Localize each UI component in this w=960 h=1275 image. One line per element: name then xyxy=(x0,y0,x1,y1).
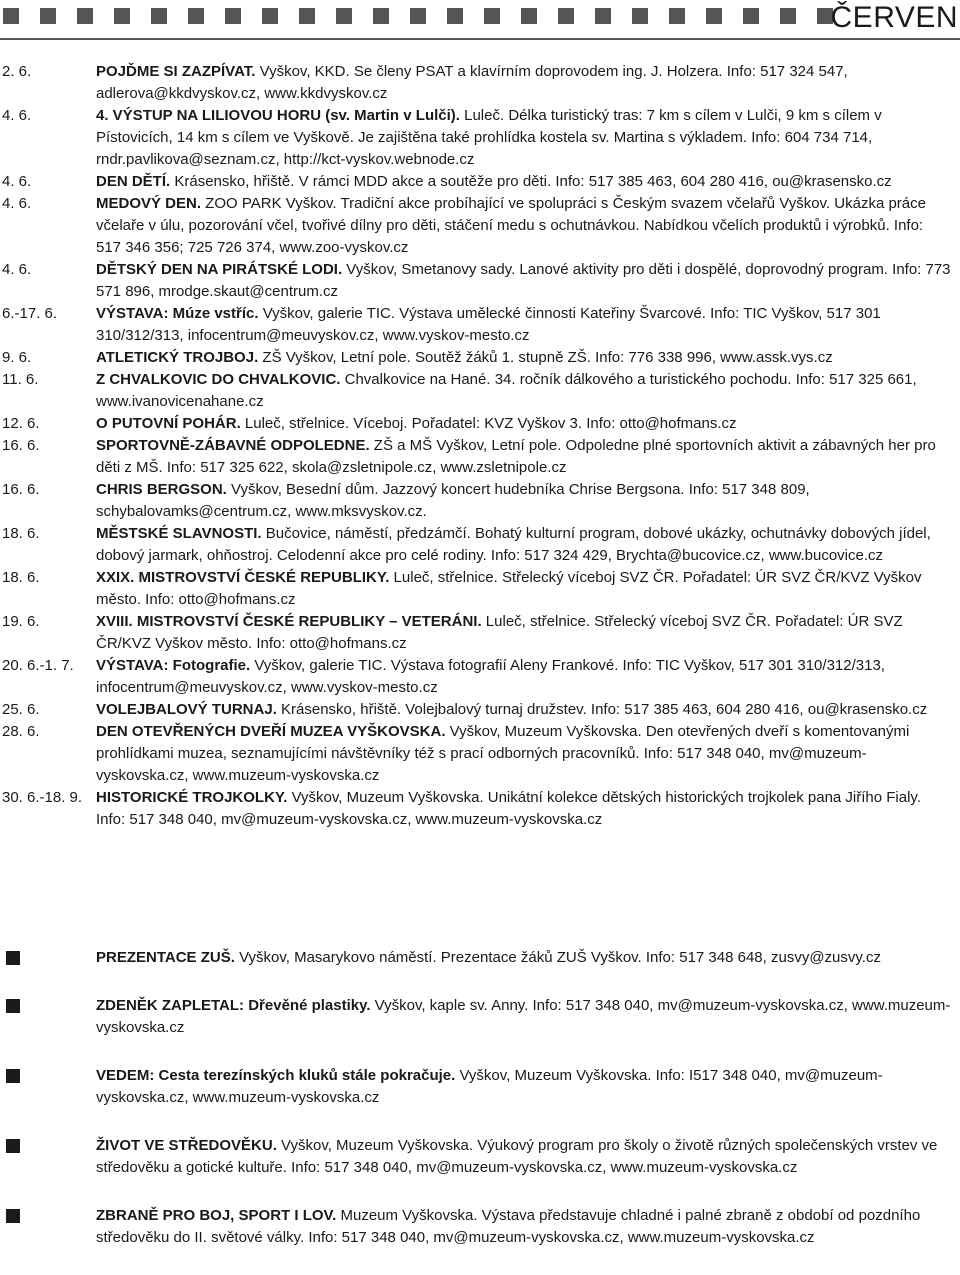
event-description: ZŠ Vyškov, Letní pole. Soutěž žáků 1. stupně ZŠ. Info: 776 338 996, www.assk.vys.cz xyxy=(258,349,833,366)
square-decoration-icon xyxy=(447,8,463,24)
event-date: 20. 6.-1. 7. xyxy=(2,657,74,674)
event-date: 30. 6.-18. 9. xyxy=(2,789,83,806)
square-decoration-icon xyxy=(77,8,93,24)
month-heading: ČERVEN xyxy=(830,1,958,34)
header-bar xyxy=(0,0,960,40)
square-decoration-icon xyxy=(595,8,611,24)
square-decoration-icon xyxy=(336,8,352,24)
event-item xyxy=(0,171,960,193)
event-title: VÝSTAVA: Múze vstříc. xyxy=(96,305,259,322)
square-decoration-icon xyxy=(262,8,278,24)
square-decoration-icon xyxy=(521,8,537,24)
square-decoration-icon xyxy=(669,8,685,24)
event-description: Krásensko, hřiště. Volejbalový turnaj družstev. Info: 517 385 463, 604 280 416, ou@krasensko.cz xyxy=(276,701,928,718)
header-rule xyxy=(0,38,960,40)
longterm-item xyxy=(0,947,960,969)
event-item xyxy=(0,413,960,435)
event-title: 4. VÝSTUP NA LILIOVOU HORU (sv. Martin v Lulči). xyxy=(96,107,460,124)
event-title: POJĎME SI ZAZPÍVAT. xyxy=(96,63,256,80)
longterm-description: Vyškov, Muzeum Vyškovska. Výukový program pro školy o životě různých společenských vrstev ve středověku a gotické kultuře. Info: 517 348 040, mv@muzeum-vyskovska.cz, www.muzeum-vyskovska.cz xyxy=(96,1137,938,1176)
longterm-title: VEDEM: Cesta terezínských kluků stále pokračuje. xyxy=(96,1067,456,1084)
event-description: Luleč, střelnice. Střelecký víceboj SVZ ČR. Pořadatel: ÚR SVZ ČR/KVZ Vyškov město. Info: otto@hofmans.cz xyxy=(96,613,903,652)
square-bullet-icon xyxy=(6,999,20,1013)
event-title: XVIII. MISTROVSTVÍ ČESKÉ REPUBLIKY – VETERÁNI. xyxy=(96,613,482,630)
event-date: 4. 6. xyxy=(2,107,32,124)
event-description: ZŠ a MŠ Vyškov, Letní pole. Odpoledne plné sportovních aktivit a zábavných her pro děti z MŠ. Info: 517 325 622, skola@zsletnipole.cz, www.zsletnipole.cz xyxy=(96,437,936,476)
longterm-title: ZBRANĚ PRO BOJ, SPORT I LOV. xyxy=(96,1207,337,1224)
square-bullet-icon xyxy=(6,1069,20,1083)
square-decoration-icon xyxy=(114,8,130,24)
event-item xyxy=(0,105,960,171)
event-title: VOLEJBALOVÝ TURNAJ. xyxy=(96,701,277,718)
event-date: 19. 6. xyxy=(2,613,40,630)
event-item xyxy=(0,61,960,105)
event-date: 6.-17. 6. xyxy=(2,305,58,322)
event-date: 4. 6. xyxy=(2,195,32,212)
longterm-item xyxy=(0,995,960,1039)
longterm-description: Vyškov, Muzeum Vyškovska. Info: I517 348 040, mv@muzeum-vyskovska.cz, www.muzeum-vyskovska.cz xyxy=(96,1067,883,1106)
square-decoration-icon xyxy=(558,8,574,24)
event-date: 18. 6. xyxy=(2,525,40,542)
square-bullet-icon xyxy=(6,951,20,965)
longterm-title: ZDENĚK ZAPLETAL: Dřevěné plastiky. xyxy=(96,997,371,1014)
event-title: MEDOVÝ DEN. xyxy=(96,195,202,212)
square-decoration-icon xyxy=(706,8,722,24)
longterm-list xyxy=(0,947,960,1275)
event-item xyxy=(0,699,960,721)
event-date: 9. 6. xyxy=(2,349,32,366)
event-description: Vyškov, Muzeum Vyškovska. Unikátní kolekce dětských historických trojkolek pana Jiřího Fialy. Info: 517 348 040, mv@muzeum-vyskovska.cz, www.muzeum-vyskovska.cz xyxy=(96,789,921,828)
event-description: Luleč, střelnice. Víceboj. Pořadatel: KVZ Vyškov 3. Info: otto@hofmans.cz xyxy=(240,415,737,432)
event-title: MĚSTSKÉ SLAVNOSTI. xyxy=(96,525,262,542)
square-decoration-icon xyxy=(299,8,315,24)
square-decoration-icon xyxy=(40,8,56,24)
event-description: ZOO PARK Vyškov. Tradiční akce probíhající ve spolupráci s Českým svazem včelařů Vyškov. Ukázka práce včelaře v úlu, pozorování včel, tvořivé dílny pro děti, stáčení medu s ochutnávkou. Nabídkou včelích produktů i výrobků. Info: 517 346 356; 725 726 374, www.zoo-vyskov.cz xyxy=(96,195,926,256)
event-title: DEN OTEVŘENÝCH DVEŘÍ MUZEA VYŠKOVSKA. xyxy=(96,723,446,740)
longterm-description: Vyškov, Masarykovo náměstí. Prezentace žáků ZUŠ Vyškov. Info: 517 348 648, zusvy@zusvy.cz xyxy=(234,949,881,966)
square-decoration-icon xyxy=(780,8,796,24)
longterm-title: PREZENTACE ZUŠ. xyxy=(96,949,235,966)
longterm-description: Muzeum Vyškovska. Výstava představuje chladné i palné zbraně z období od pozdního středověku do II. světové války. Info: 517 348 040, mv@muzeum-vyskovska.cz, www.muzeum-vyskovska.cz xyxy=(96,1207,921,1246)
event-title: VÝSTAVA: Fotografie. xyxy=(96,657,251,674)
event-date: 16. 6. xyxy=(2,437,40,454)
event-description: Bučovice, náměstí, předzámčí. Bohatý kulturní program, dobové ukázky, ochutnávky dobových jídel, dobový jarmark, ohňostroj. Celodenní akce pro celé rodiny. Info: 517 324 429, Brychta@bucovice.cz, www.bucovice.cz xyxy=(96,525,931,564)
event-date: 2. 6. xyxy=(2,63,32,80)
event-item xyxy=(0,787,960,831)
event-title: O PUTOVNÍ POHÁR. xyxy=(96,415,241,432)
event-date: 4. 6. xyxy=(2,261,32,278)
event-title: XXIX. MISTROVSTVÍ ČESKÉ REPUBLIKY. xyxy=(96,569,390,586)
square-bullet-icon xyxy=(6,1209,20,1223)
event-title: Z CHVALKOVIC DO CHVALKOVIC. xyxy=(96,371,341,388)
event-date: 18. 6. xyxy=(2,569,40,586)
event-description: Vyškov, KKD. Se členy PSAT a klavírním doprovodem ing. J. Holzera. Info: 517 324 547, adlerova@kkdvyskov.cz, www.kkdvyskov.cz xyxy=(96,63,848,102)
event-date: 4. 6. xyxy=(2,173,32,190)
square-decoration-icon xyxy=(743,8,759,24)
event-date: 11. 6. xyxy=(2,371,39,388)
event-title: ATLETICKÝ TROJBOJ. xyxy=(96,349,259,366)
event-description: Vyškov, Smetanovy sady. Lanové aktivity pro děti i dospělé, doprovodný program. Info: 773 571 896, mrodge.skaut@centrum.cz xyxy=(96,261,951,300)
event-title: DĚTSKÝ DEN NA PIRÁTSKÉ LODI. xyxy=(96,261,343,278)
event-item xyxy=(0,523,960,567)
event-list xyxy=(0,61,960,831)
event-description: Vyškov, Muzeum Vyškovska. Den otevřených dveří s komentovanými prohlídkami muzea, seznamujícími návštěvníky též s prací odborných pracovníků. Info: 517 348 040, mv@muzeum-vyskovska.cz, www.muzeum-vyskovska.cz xyxy=(96,723,910,784)
event-title: HISTORICKÉ TROJKOLKY. xyxy=(96,789,288,806)
longterm-description: Vyškov, kaple sv. Anny. Info: 517 348 040, mv@muzeum-vyskovska.cz, www.muzeum-vyskovska.cz xyxy=(96,997,951,1036)
event-item xyxy=(0,567,960,611)
event-description: Krásensko, hřiště. V rámci MDD akce a soutěže pro děti. Info: 517 385 463, 604 280 416, ou@krasensko.cz xyxy=(170,173,892,190)
event-description: Luleč. Délka turistický tras: 7 km s cílem v Lulči, 9 km s cílem v Pístovicích, 14 km s cílem ve Vyškově. Je zajištěna také prohlídka kostela sv. Martina s výkladem. Info: 604 734 714, rndr.pavlikova@seznam.cz, http://kct-vyskov.webnode.cz xyxy=(96,107,882,168)
square-decoration-icon xyxy=(151,8,167,24)
square-decoration-icon xyxy=(632,8,648,24)
event-item xyxy=(0,347,960,369)
event-item xyxy=(0,369,960,413)
event-date: 25. 6. xyxy=(2,701,40,718)
square-decoration-icon xyxy=(410,8,426,24)
longterm-item xyxy=(0,1205,960,1249)
longterm-item xyxy=(0,1065,960,1109)
square-decoration-icon xyxy=(3,8,19,24)
event-description: Chvalkovice na Hané. 34. ročník dálkového a turistického pochodu. Info: 517 325 661, www.ivanovicenahane.cz xyxy=(96,371,917,410)
square-decoration-icon xyxy=(225,8,241,24)
event-description: Vyškov, galerie TIC. Výstava umělecké činnosti Kateřiny Švarcové. Info: TIC Vyškov, 517 301 310/312/313, infocentrum@meuvyskov.cz, www.vyskov-mesto.cz xyxy=(96,305,881,344)
event-item xyxy=(0,259,960,303)
square-decoration-icon xyxy=(188,8,204,24)
event-item xyxy=(0,303,960,347)
event-title: DEN DĚTÍ. xyxy=(96,173,171,190)
longterm-item xyxy=(0,1135,960,1179)
square-bullet-icon xyxy=(6,1139,20,1153)
square-decoration-icon xyxy=(373,8,389,24)
event-description: Vyškov, galerie TIC. Výstava fotografií Aleny Frankové. Info: TIC Vyškov, 517 301 310/312/313, infocentrum@meuvyskov.cz, www.vyskov-mesto.cz xyxy=(96,657,885,696)
event-date: 28. 6. xyxy=(2,723,40,740)
event-item xyxy=(0,193,960,259)
event-item xyxy=(0,611,960,655)
event-title: CHRIS BERGSON. xyxy=(96,481,227,498)
event-description: Vyškov, Besední dům. Jazzový koncert hudebníka Chrise Bergsona. Info: 517 348 809, schybalovamks@centrum.cz, www.mksvyskov.cz. xyxy=(96,481,810,520)
event-item xyxy=(0,721,960,787)
longterm-title: ŽIVOT VE STŘEDOVĚKU. xyxy=(96,1137,277,1154)
event-description: Luleč, střelnice. Střelecký víceboj SVZ ČR. Pořadatel: ÚR SVZ ČR/KVZ Vyškov město. Info: otto@hofmans.cz xyxy=(96,569,922,608)
event-title: SPORTOVNĚ-ZÁBAVNÉ ODPOLEDNE. xyxy=(96,437,370,454)
event-item xyxy=(0,479,960,523)
square-decoration-icon xyxy=(484,8,500,24)
event-date: 16. 6. xyxy=(2,481,40,498)
event-item xyxy=(0,655,960,699)
event-item xyxy=(0,435,960,479)
event-date: 12. 6. xyxy=(2,415,40,432)
